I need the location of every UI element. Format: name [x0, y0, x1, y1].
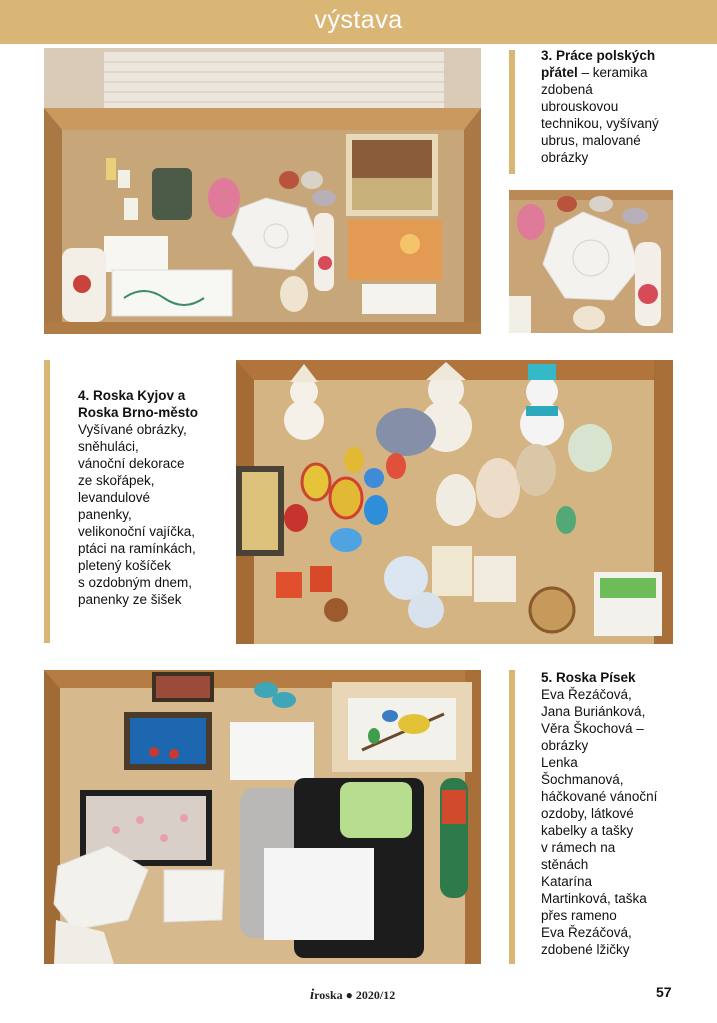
caption-line: zdobené lžičky: [541, 942, 630, 957]
caption-line: ze skořápek,: [78, 473, 155, 488]
caption-line: technikou, vyšívaný: [541, 116, 659, 131]
photo-pisek-display-case: [44, 670, 481, 964]
caption-line: pletený košíček: [78, 558, 172, 573]
caption-line: obrázky: [541, 738, 589, 753]
section-number: 4: [78, 388, 86, 403]
caption-line: velikonoční vajíčka,: [78, 524, 196, 539]
caption-line: háčkované vánoční: [541, 789, 658, 804]
section-heading: . Roska Kyjov a: [85, 388, 186, 403]
caption-line: zdobená: [541, 82, 593, 97]
caption-line: ubrus, malované: [541, 133, 641, 148]
caption-line: Eva Řezáčová,: [541, 687, 632, 702]
logo-initial: i: [310, 987, 315, 1003]
section-heading: . Roska Písek: [548, 670, 636, 685]
caption-line: – keramika: [577, 65, 648, 80]
caption-line: s ozdobným dnem,: [78, 575, 193, 590]
photo-snowmen-eggs-case: [236, 360, 673, 644]
caption-line: Věra Škochová –: [541, 721, 644, 736]
caption-line: obrázky: [541, 150, 589, 165]
caption-section-3: [541, 47, 659, 166]
caption-line: vánoční dekorace: [78, 456, 185, 471]
caption-line: panenky,: [78, 507, 132, 522]
page-number: 57: [656, 984, 672, 1000]
caption-line: panenky ze šišek: [78, 592, 182, 607]
section-number: 5: [541, 670, 549, 685]
caption-line: Martinková, taška: [541, 891, 647, 906]
caption-line: ptáci na ramínkách,: [78, 541, 196, 556]
caption-section-4: [78, 387, 198, 608]
caption-line: levandulové: [78, 490, 151, 505]
issue-number: 2020/12: [355, 988, 396, 1002]
caption-line: stěnách: [541, 857, 589, 872]
section-title: výstava: [314, 6, 403, 34]
logo-dot: ●: [345, 988, 353, 1002]
caption-line: Eva Řezáčová,: [541, 925, 632, 940]
caption-accent-bar: [509, 50, 515, 174]
caption-line: ubrouskovou: [541, 99, 619, 114]
caption-line: sněhuláci,: [78, 439, 139, 454]
caption-line: Vyšívané obrázky,: [78, 422, 187, 437]
caption-line: Lenka: [541, 755, 578, 770]
section-header-band: [0, 0, 717, 44]
magazine-logo: [310, 987, 395, 1004]
caption-line: Katarína: [541, 874, 593, 889]
caption-line: v rámech na: [541, 840, 616, 855]
section-heading: . Práce polských: [548, 48, 656, 63]
caption-line: kabelky a tašky: [541, 823, 634, 838]
photo-polish-ceramics-case: [44, 48, 481, 334]
caption-line: Jana Buriánková,: [541, 704, 646, 719]
photo-polish-doily-detail: [509, 190, 673, 333]
section-number: 3: [541, 48, 549, 63]
caption-line: ozdoby, látkové: [541, 806, 634, 821]
section-heading-cont: Roska Brno-město: [78, 405, 199, 420]
caption-line: přes rameno: [541, 908, 617, 923]
logo-text: roska: [314, 988, 343, 1002]
caption-line: Šochmanová,: [541, 772, 624, 787]
caption-section-5: [541, 669, 657, 958]
caption-accent-bar: [509, 670, 515, 964]
section-heading-cont: přátel: [541, 65, 578, 80]
caption-accent-bar: [44, 360, 50, 643]
